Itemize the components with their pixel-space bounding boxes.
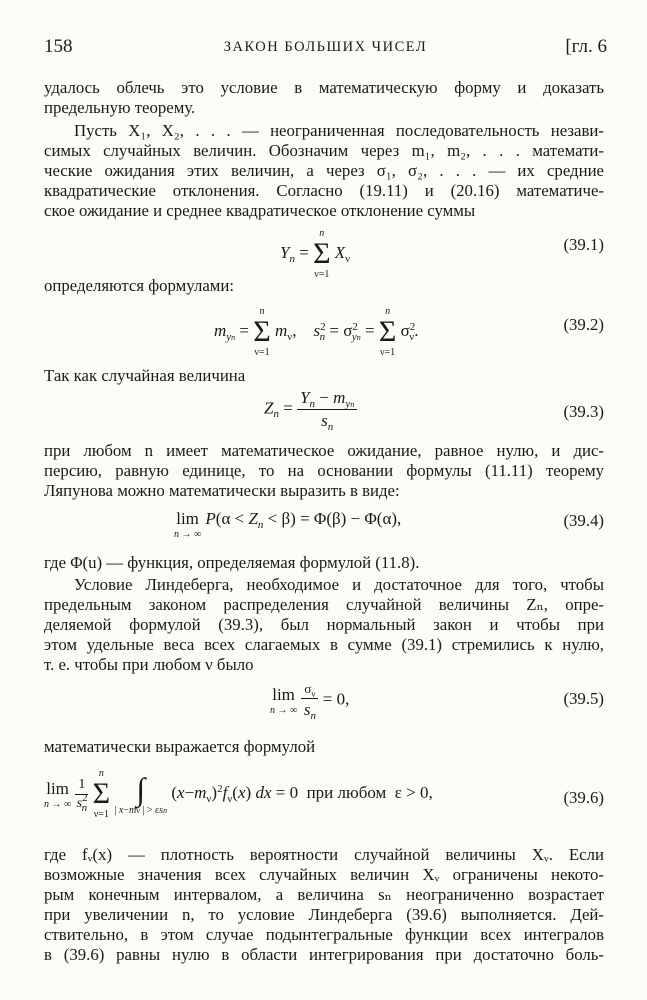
equation-39-6: lim n → ∞ $\frac{1}{s^2_n}$ n Σ ν=1 ∫ | x−mν | > εsn $(x-m_\nu)^2f_\nu(x)$ dx = 0 при любом ε > 0, (39.6): [44, 768, 604, 820]
text-line: Условие Линдеберга, необходимое и достаточное для того, чтобы: [74, 575, 604, 594]
text-line: возможные значения всех случайных величин Xᵥ ограничены некото-: [44, 865, 604, 884]
text-line: персию, равную единице, то на основании формулы (11.11) теорему: [44, 461, 604, 480]
text-line: ческие ожидания этих величин, а через σ₁, σ₂, . . . — их средние: [44, 161, 604, 180]
text-line: симых случайных величин. Обозначим через m₁, m₂, . . . математи-: [44, 141, 604, 160]
equation-39-4: lim n → ∞ $P(\alpha < Z_n < \beta) = \Phi(\beta) - \Phi(\alpha)$, (39.4): [174, 509, 604, 540]
equation-39-3: $Z_n$ = $\frac{Y_n - m_{yn}}{s_n}$ (39.3): [264, 388, 604, 433]
page-number: 158: [44, 36, 73, 57]
text-line: этом удельные веса всех слагаемых в сумме (39.1) стремились к нулю,: [44, 635, 604, 654]
equation-number: (39.3): [563, 402, 604, 421]
text-line: деляемой формулой (39.3), был нормальный закон и чтобы при: [44, 615, 604, 634]
text-line: определяются формулами:: [44, 276, 235, 295]
text-line: ское ожидание и среднее квадратическое отклонение суммы: [44, 201, 476, 220]
text-line: где Φ(u) — функция, определяемая формулой (11.8).: [44, 553, 420, 572]
text-line: при увеличении n, то условие Линдеберга (39.6) выполняется. Дей-: [44, 905, 604, 924]
equation-number: (39.6): [563, 788, 604, 807]
equation-number: (39.2): [563, 315, 604, 334]
text-line: Ляпунова можно математически выразить в виде:: [44, 481, 400, 500]
text-line: Так как случайная величина: [44, 366, 246, 385]
text-line: удалось облечь это условие в математическую форму и доказать: [44, 78, 604, 97]
running-title: ЗАКОН БОЛЬШИХ ЧИСЕЛ: [223, 39, 428, 55]
equation-39-1: $Y_n$ = n Σ ν=1 $X_\nu$ (39.1): [280, 228, 604, 280]
text-line: Пусть X₁, X₂, . . . — неограниченная последовательность незави-: [74, 121, 604, 140]
text-line: предельным законом распределения случайной величины Zₙ, опре-: [44, 595, 604, 614]
text-line: при любом n имеет математическое ожидание, равное нулю, и дис-: [44, 441, 604, 460]
text-line: квадратические отклонения. Согласно (19.11) и (20.16) математиче-: [44, 181, 604, 200]
text-line: т. е. чтобы при любом ν было: [44, 655, 254, 674]
text-line: ствительно, в этом случае подынтегральные функции всех интегралов: [44, 925, 604, 944]
equation-number: (39.5): [563, 689, 604, 708]
equation-39-2: $m_{yn}$ = n Σ ν=1 $m_\nu$, $s^2_n = \sigma^2_{yn}$ = n Σ ν=1 $\sigma^2_\nu$. (39.2): [214, 306, 604, 358]
text-line: математически выражается формулой: [44, 737, 316, 756]
equation-number: (39.4): [563, 511, 604, 530]
text-line: предельную теорему.: [44, 98, 196, 117]
text-line: в (39.6) равны нулю в области интегрирования при достаточно боль-: [44, 945, 604, 964]
running-header: [44, 36, 607, 62]
equation-39-5: lim n → ∞ $\frac{\sigma_\nu}{s_n}$ = 0, (39.5): [270, 681, 604, 722]
chapter-label: [гл. 6: [565, 36, 607, 57]
text-line: рым конечным интервалом, а величина sₙ неограниченно возрастает: [44, 885, 604, 904]
text-line: где fᵥ(x) — плотность вероятности случайной величины Xᵥ. Если: [44, 845, 604, 864]
equation-number: (39.1): [563, 235, 604, 254]
